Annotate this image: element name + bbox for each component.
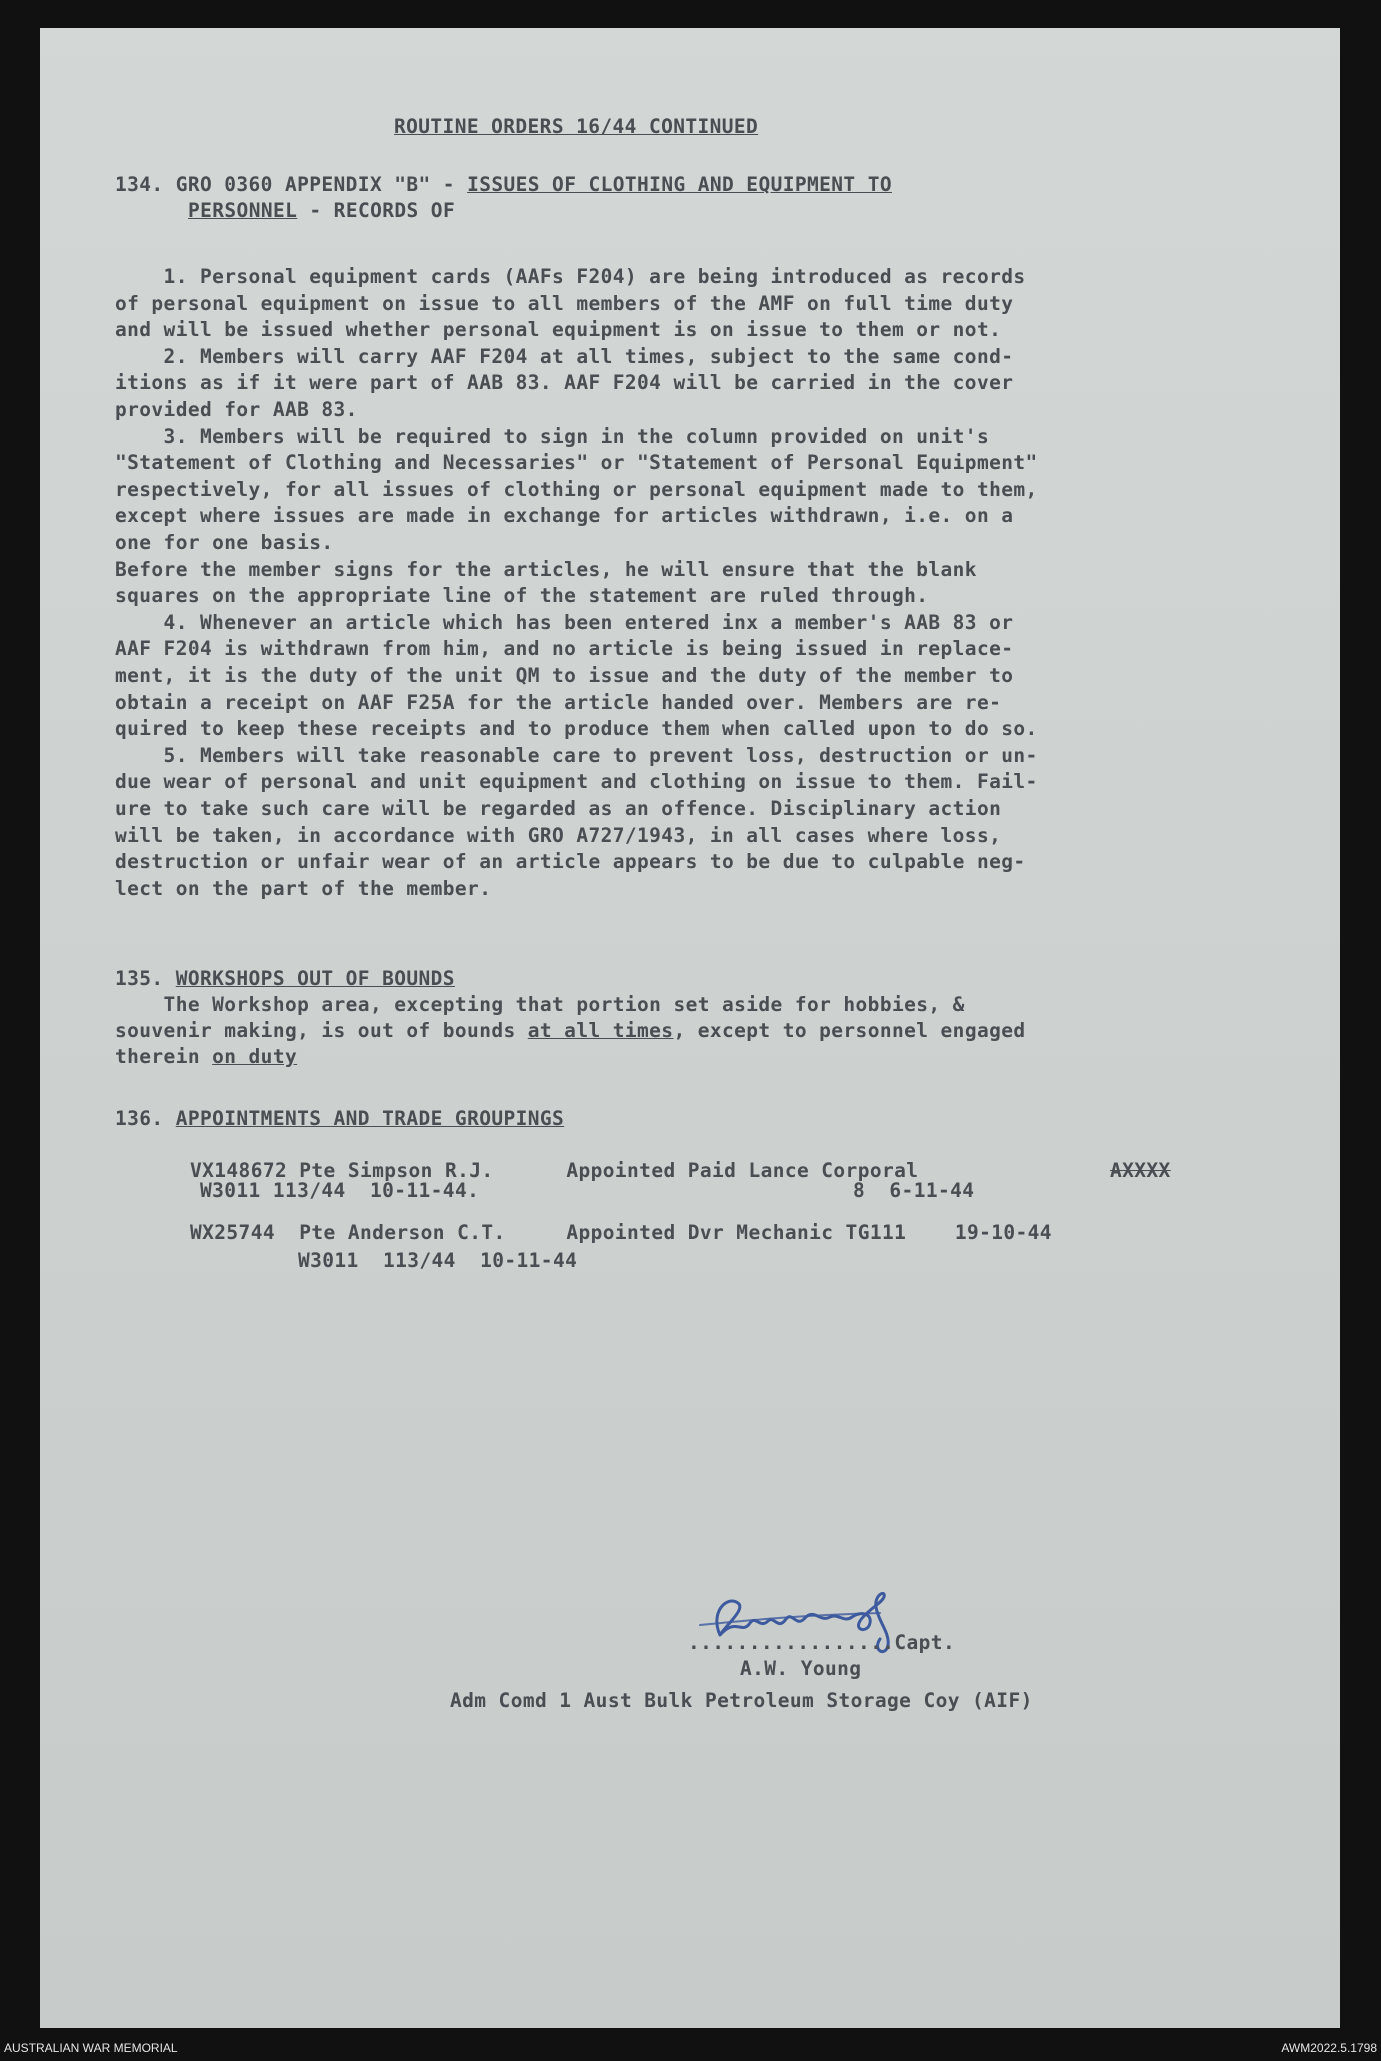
section-135-line — [115, 1018, 1026, 1045]
section-134-ref: GRO 0360 APPENDIX "B" - — [175, 173, 455, 196]
section-134-line: squares on the appropriate line of the statement are ruled through. — [115, 584, 929, 608]
section-134-line: except where issues are made in exchange for articles withdrawn, i.e. on a — [115, 504, 1014, 528]
section-134-line: destruction or unfair wear of an article appears to be due to culpable neg- — [115, 850, 1026, 874]
section-134-line: Before the member signs for the articles, he will ensure that the blank — [115, 557, 977, 581]
section-134-line: respectively, for all issues of clothing or personal equipment made to them, — [115, 477, 1038, 501]
section-134-title-tail: - RECORDS OF — [309, 199, 456, 222]
signatory-name: A.W. Young — [740, 1657, 862, 1680]
section-134-line: AAF F204 is withdrawn from him, and no article is being issued in replace- — [115, 637, 1014, 661]
section-134-line: ment, it is the duty of the unit QM to issue and the duty of the member to — [115, 664, 1014, 687]
section-134-line: 1. Personal equipment cards (AAFs F204) are being introduced as records — [115, 265, 1026, 288]
section-134-title-line1: ISSUES OF CLOTHING AND EQUIPMENT TO — [467, 173, 892, 196]
section-134-line: 5. Members will take reasonable care to prevent loss, destruction or un- — [115, 743, 1038, 767]
text-run-underlined: on duty — [212, 1045, 298, 1068]
section-134-line: and will be issued whether personal equipment is on issue to them or not. — [115, 318, 1002, 342]
section-134-heading — [115, 172, 892, 199]
footer-credit: AUSTRALIAN WAR MEMORIAL — [4, 2041, 178, 2055]
section-134-line: 2. Members will carry AAF F204 at all times, subject to the same cond- — [115, 344, 1014, 368]
section-134-line: "Statement of Clothing and Necessaries" or "Statement of Personal Equipment" — [115, 451, 1038, 475]
typed-text — [40, 28, 1340, 2028]
section-134-line: of personal equipment on issue to all members of the AMF on full time duty — [115, 291, 1014, 315]
appointment-entry-line: W3011 113/44 10-11-44. — [200, 1179, 480, 1202]
footer-accession-number: AWM2022.5.1798 — [1281, 2041, 1377, 2055]
section-134-line: quired to keep these receipts and to produce them when called upon to do so. — [115, 717, 1038, 741]
appointment-entry-line: WX25744 Pte Anderson C.T. Appointed Dvr Mechanic TG111 19-10-44 — [190, 1221, 1052, 1244]
section-134-heading-line2 — [188, 198, 455, 225]
section-136-title: APPOINTMENTS AND TRADE GROUPINGS — [175, 1107, 565, 1130]
text-run: souvenir making, is out of bounds — [115, 1019, 528, 1042]
section-135-line: The Workshop area, excepting that portion set aside for hobbies, & — [115, 993, 965, 1016]
section-134-line: one for one basis. — [115, 531, 334, 554]
document-title: ROUTINE ORDERS 16/44 CONTINUED — [394, 115, 759, 138]
section-134-line: due wear of personal and unit equipment and clothing on issue to them. Fail- — [115, 770, 1038, 794]
section-134-line: will be taken, in accordance with GRO A727/1943, in all cases where loss, — [115, 823, 1002, 847]
section-134-number: 134. — [115, 173, 164, 196]
section-134-line: 3. Members will be required to sign in the column provided on unit's — [115, 424, 990, 448]
section-135-line — [115, 1044, 297, 1071]
section-134-line: provided for AAB 83. — [115, 398, 358, 421]
section-134-line: lect on the part of the member. — [115, 876, 492, 900]
signature-dots: .................Capt. — [688, 1631, 956, 1654]
section-134-line: 4. Whenever an article which has been entered inx a member's AAB 83 or — [115, 610, 1014, 634]
signatory-appointment: Adm Comd 1 Aust Bulk Petroleum Storage Coy (AIF) — [450, 1689, 1033, 1712]
section-135-number: 135. — [115, 967, 164, 990]
text-run: therein — [115, 1045, 213, 1068]
section-135-title: WORKSHOPS OUT OF BOUNDS — [175, 967, 455, 990]
appointment-effective-date: 8 6-11-44 — [853, 1179, 975, 1202]
section-136-number: 136. — [115, 1107, 164, 1130]
section-136-heading — [115, 1106, 564, 1133]
document-sheet — [40, 28, 1340, 2028]
text-run: , except to personnel engaged — [673, 1019, 1026, 1042]
text-run-underlined: at all times — [527, 1019, 674, 1042]
appointment-entry-line: VX148672 Pte Simpson R.J. Appointed Paid Lance Corporal — [190, 1159, 919, 1182]
section-134-line: itions as if it were part of AAB 83. AAF F204 will be carried in the cover — [115, 371, 1014, 395]
section-134-title-line2: PERSONNEL — [188, 199, 298, 222]
section-134-line: obtain a receipt on AAF F25A for the article handed over. Members are re- — [115, 690, 1002, 714]
section-135-heading — [115, 966, 455, 993]
section-134-line: ure to take such care will be regarded as an offence. Disciplinary action — [115, 797, 1002, 820]
struck-out-text: AXXXX — [1110, 1159, 1171, 1182]
appointment-entry-line: W3011 113/44 10-11-44 — [298, 1249, 578, 1272]
